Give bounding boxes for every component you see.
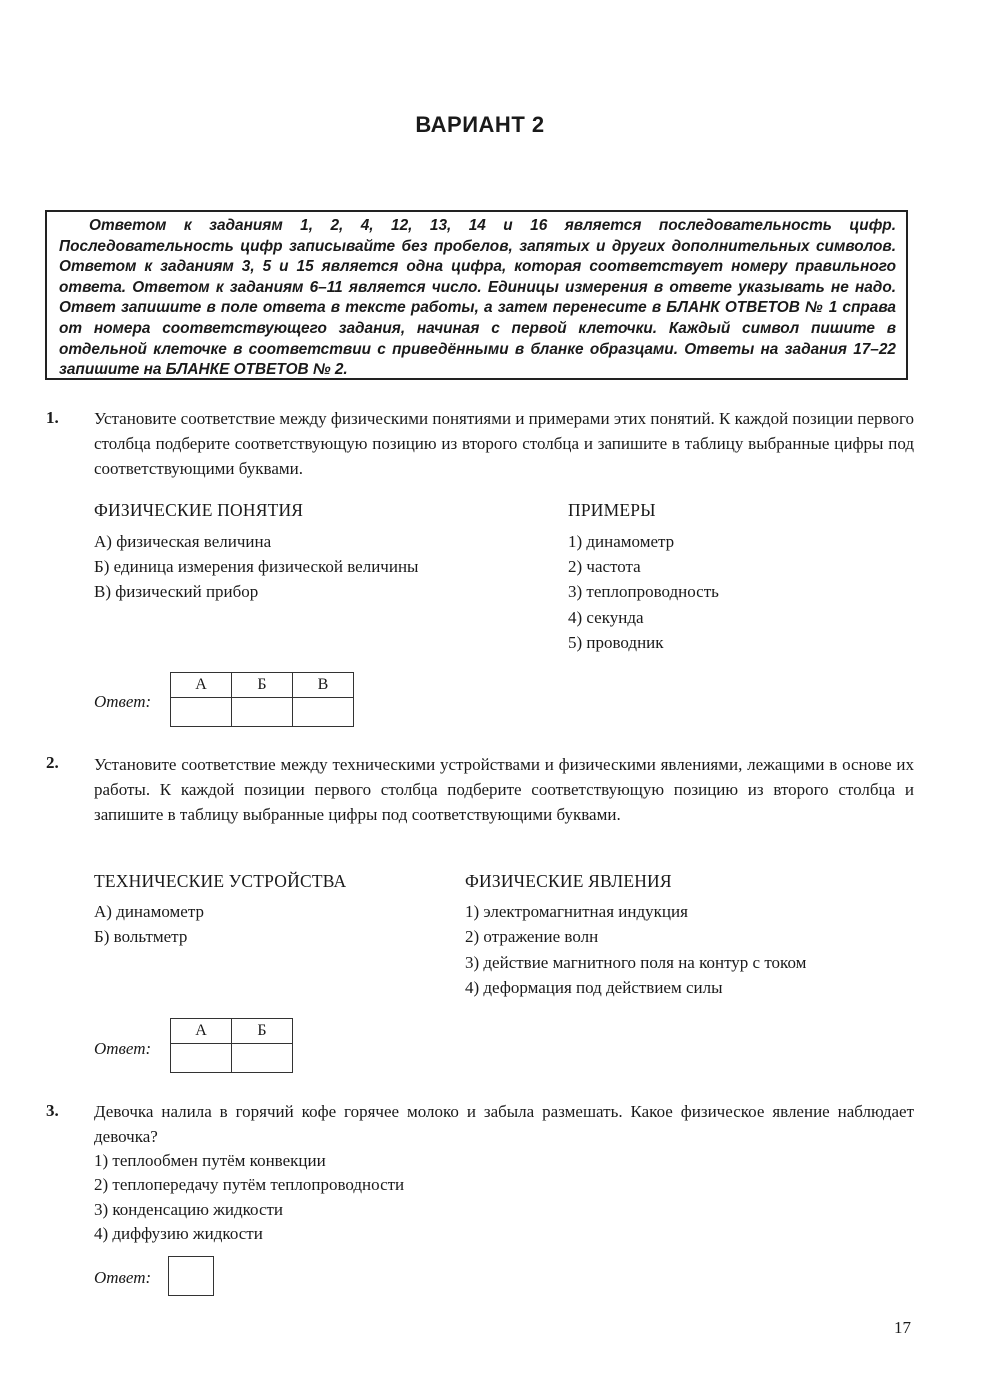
q1-answer-label: Ответ: <box>94 692 152 711</box>
q3-option: 2) теплопередачу путём теплопроводности <box>94 1175 405 1194</box>
q2-answer-cell-a[interactable] <box>171 1044 232 1073</box>
q2-answer-col-a: А <box>171 1019 232 1044</box>
q1-answer-cell-v[interactable] <box>293 698 354 727</box>
q2-left-heading: ТЕХНИЧЕСКИЕ УСТРОЙСТВА <box>94 871 347 891</box>
q1-right-item: 3) теплопроводность <box>568 582 719 601</box>
q2-answer-table <box>170 1018 293 1073</box>
q2-answer-col-b: Б <box>232 1019 293 1044</box>
question-1-number: 1. <box>46 408 59 427</box>
q1-left-heading: ФИЗИЧЕСКИЕ ПОНЯТИЯ <box>94 500 304 520</box>
question-2-text: Установите соответствие между техническими устройствами и физическими явлениями, лежащими в основе их работы. К каждой позиции первого столбца подберите соответствующую позицию из второго столбца и запишите в таблицу выбранные цифры под соответствующими буквами. <box>94 755 914 824</box>
instructions-text: Ответом к заданиям 1, 2, 4, 12, 13, 14 и 16 является последовательность цифр. Последовательность цифр записывайте без пробелов, запятых и других дополнительных символов. Ответом к заданиям 3, 5 и 15 является одна цифра, которая соответствует номеру правильного ответа. Ответом к заданиям 6–11 является число. Единицы измерения в ответе указывать не надо. Ответ запишите в поле ответа в тексте работы, а затем перенесите в БЛАНК ОТВЕТОВ № 1 справа от номера соответствующего задания, начиная с первой клеточки. Каждый символ пишите в отдельной клеточке в соответствии с приведёнными в бланке образцами. Ответы на задания 17–22 запишите на БЛАНКЕ ОТВЕТОВ № 2. <box>59 217 896 379</box>
q2-answer-label: Ответ: <box>94 1039 152 1058</box>
q1-answer-col-v: В <box>293 673 354 698</box>
q2-right-item: 4) деформация под действием силы <box>465 978 723 997</box>
instructions-box <box>45 210 908 380</box>
q1-right-item: 2) частота <box>568 557 641 576</box>
q1-left-item: А) физическая величина <box>94 532 272 551</box>
q1-answer-col-b: Б <box>232 673 293 698</box>
q3-option: 4) диффузию жидкости <box>94 1224 263 1243</box>
q3-answer-box[interactable] <box>168 1256 214 1296</box>
question-2-number: 2. <box>46 753 59 772</box>
q1-answer-table <box>170 672 354 727</box>
q1-answer-col-a: А <box>171 673 232 698</box>
q1-answer-cell-a[interactable] <box>171 698 232 727</box>
q1-right-item: 1) динамометр <box>568 532 675 551</box>
q3-option: 1) теплообмен путём конвекции <box>94 1151 326 1170</box>
page-title: ВАРИАНТ 2 <box>415 112 545 137</box>
q1-answer-cell-b[interactable] <box>232 698 293 727</box>
q1-right-item: 5) проводник <box>568 633 664 652</box>
q2-answer-cell-b[interactable] <box>232 1044 293 1073</box>
question-3-number: 3. <box>46 1101 59 1120</box>
q2-right-heading: ФИЗИЧЕСКИЕ ЯВЛЕНИЯ <box>465 871 672 891</box>
q2-left-item: Б) вольтметр <box>94 927 188 946</box>
q2-right-item: 1) электромагнитная индукция <box>465 902 688 921</box>
q3-answer-label: Ответ: <box>94 1268 152 1287</box>
page-number: 17 <box>894 1318 911 1337</box>
q2-right-item: 3) действие магнитного поля на контур с током <box>465 953 807 972</box>
q1-left-item: В) физический прибор <box>94 582 259 601</box>
q1-right-item: 4) секунда <box>568 608 644 627</box>
q1-left-item: Б) единица измерения физической величины <box>94 557 419 576</box>
q2-right-item: 2) отражение волн <box>465 927 599 946</box>
question-1-text: Установите соответствие между физическими понятиями и примерами этих понятий. К каждой позиции первого столбца подберите соответствующую позицию из второго столбца и запишите в таблицу выбранные цифры под соответствующими буквами. <box>94 409 914 478</box>
question-3-text: Девочка налила в горячий кофе горячее молоко и забыла размешать. Какое физическое явление наблюдает девочка? <box>94 1102 914 1146</box>
q3-option: 3) конденсацию жидкости <box>94 1200 284 1219</box>
q2-left-item: А) динамометр <box>94 902 204 921</box>
q1-right-heading: ПРИМЕРЫ <box>568 500 656 520</box>
